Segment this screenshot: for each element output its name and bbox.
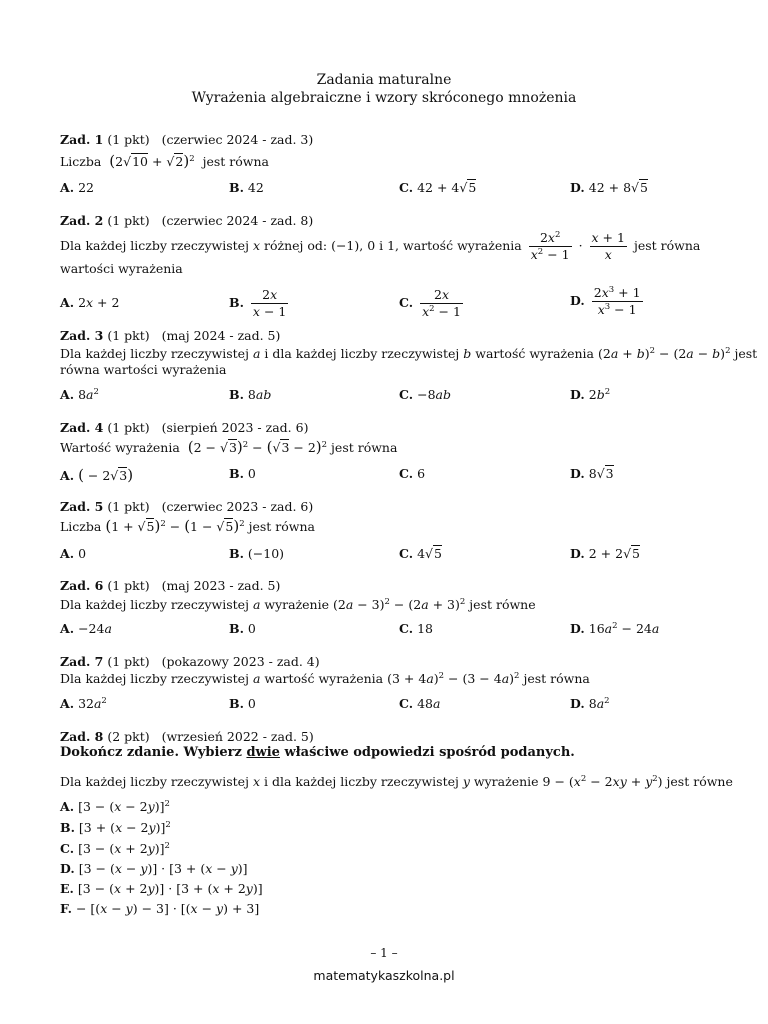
task-5-answer-b: B. (−10) bbox=[229, 546, 285, 561]
task-5-answer-c: C. 4√5 bbox=[399, 546, 442, 561]
task-4-answer-c: C. 6 bbox=[399, 466, 426, 481]
task-3-header: Zad. 3 (1 pkt) (maj 2024 - zad. 5) bbox=[60, 328, 281, 343]
task-5-header: Zad. 5 (1 pkt) (czerwiec 2023 - zad. 6) bbox=[60, 499, 314, 514]
task-5-answer-a: A. 0 bbox=[60, 546, 87, 561]
task-7-text: Dla każdej liczby rzeczywistej a wartość wyrażenia $(3 + 4a)^2 - (3 - 4a)^2$ jest równa bbox=[60, 671, 590, 687]
task-8-answer-d: D. [3 − (x − y)] · [3 + (x − y)] bbox=[60, 861, 248, 876]
task-5-text: Liczba $(1 + √5)^2 - (1 - √5)^2$ jest równa bbox=[60, 517, 315, 535]
task-1-answer-b: B. 42 bbox=[229, 180, 264, 195]
task-2-answer-c: C. $\frac{2x}{x^2 - 1}$ bbox=[399, 287, 461, 319]
task-2-header: Zad. 2 (1 pkt) (czerwiec 2024 - zad. 8) bbox=[60, 213, 314, 228]
task-7-answer-b: B. 0 bbox=[229, 696, 256, 711]
task-1-answer-d: D. 42 + 8√5 bbox=[570, 180, 648, 195]
task-3-answer-b: B. 8ab bbox=[229, 387, 272, 402]
task-7-answer-c: C. 48a bbox=[399, 696, 441, 711]
task-1-header: Zad. 1 (1 pkt) (czerwiec 2024 - zad. 3) bbox=[60, 132, 314, 147]
task-5-answer-d: D. 2 + 2√5 bbox=[570, 546, 640, 561]
task-7-header: Zad. 7 (1 pkt) (pokazowy 2023 - zad. 4) bbox=[60, 654, 320, 669]
task-2-answer-a: A. 2x + 2 bbox=[60, 295, 120, 310]
task-7-answer-a: A. $32a^2$ bbox=[60, 696, 107, 712]
task-8-answer-e: E. [3 − (x + 2y)] · [3 + (x + 2y)] bbox=[60, 881, 263, 896]
task-3-text: Dla każdej liczby rzeczywistej a i dla każdej liczby rzeczywistej b wartość wyrażenia $(2a + b)^2 - (2a - b)^2$ jest bbox=[60, 346, 758, 362]
task-7-answer-d: D. $8a^2$ bbox=[570, 696, 610, 712]
task-4-answer-a: A. ( − 2√3) bbox=[60, 466, 134, 484]
task-8-answer-c: C. $[3 - (x + 2y)]^2$ bbox=[60, 841, 170, 857]
task-6-answer-a: A. −24a bbox=[60, 621, 112, 636]
task-4-header: Zad. 4 (1 pkt) (sierpień 2023 - zad. 6) bbox=[60, 420, 309, 435]
task-6-header: Zad. 6 (1 pkt) (maj 2023 - zad. 5) bbox=[60, 578, 281, 593]
task-1-answer-c: C. 42 + 4√5 bbox=[399, 180, 477, 195]
site-footer-link[interactable]: matematykaszkolna.pl bbox=[313, 968, 455, 983]
task-6-answer-c: C. 18 bbox=[399, 621, 433, 636]
task-3-answer-a: A. $8a^2$ bbox=[60, 387, 99, 403]
task-8-answer-a: A. $[3 - (x - 2y)]^2$ bbox=[60, 799, 170, 815]
task-4-answer-d: D. 8√3 bbox=[570, 466, 614, 481]
task-6-answer-b: B. 0 bbox=[229, 621, 256, 636]
task-8-header: Zad. 8 (2 pkt) (wrzesień 2022 - zad. 5) bbox=[60, 729, 314, 744]
task-3-text-line2: równa wartości wyrażenia bbox=[60, 362, 227, 377]
task-8-text: Dla każdej liczby rzeczywistej x i dla każdej liczby rzeczywistej y wyrażenie $9 - (x^2 - 2xy + y^2)$ jest równe bbox=[60, 774, 733, 790]
doc-title: Zadania maturalne bbox=[316, 72, 452, 88]
task-1-answer-a: A. 22 bbox=[60, 180, 94, 195]
task-8-answer-f: F. − [(x − y) − 3] · [(x − y) + 3] bbox=[60, 901, 260, 916]
task-3-answer-d: D. $2b^2$ bbox=[570, 387, 611, 403]
task-8-instruction: Dokończ zdanie. Wybierz dwie właściwe odpowiedzi spośród podanych. bbox=[60, 745, 575, 760]
task-4-text: Wartość wyrażenia $(2 - √3)^2 - (√3 - 2)^2$ jest równa bbox=[60, 438, 398, 456]
task-4-answer-b: B. 0 bbox=[229, 466, 256, 481]
task-3-answer-c: C. −8ab bbox=[399, 387, 451, 402]
task-2-answer-d: D. $\frac{2x^3 + 1}{x^3 - 1}$ bbox=[570, 285, 641, 317]
task-2-answer-b: B. $\frac{2x}{x - 1}$ bbox=[229, 287, 287, 319]
task-8-answer-b: B. $[3 + (x - 2y)]^2$ bbox=[60, 820, 171, 836]
doc-subtitle: Wyrażenia algebraiczne i wzory skróconego mnożenia bbox=[191, 90, 577, 106]
task-2-text-line2: wartości wyrażenia bbox=[60, 261, 183, 276]
page-number: – 1 – bbox=[370, 946, 398, 960]
task-2-text: Dla każdej liczby rzeczywistej x różnej od: (−1), 0 i 1, wartość wyrażenia $\frac{2x^2}{x^2 - 1}$ · $\frac{x + 1}{x}$ jest równa bbox=[60, 230, 701, 262]
task-6-answer-d: D. $16a^2 - 24a$ bbox=[570, 621, 660, 637]
task-6-text: Dla każdej liczby rzeczywistej a wyrażenie $(2a - 3)^2 - (2a + 3)^2$ jest równe bbox=[60, 597, 536, 613]
task-1-text: Liczba $(2√10 + √2)^2$ jest równa bbox=[60, 152, 269, 170]
